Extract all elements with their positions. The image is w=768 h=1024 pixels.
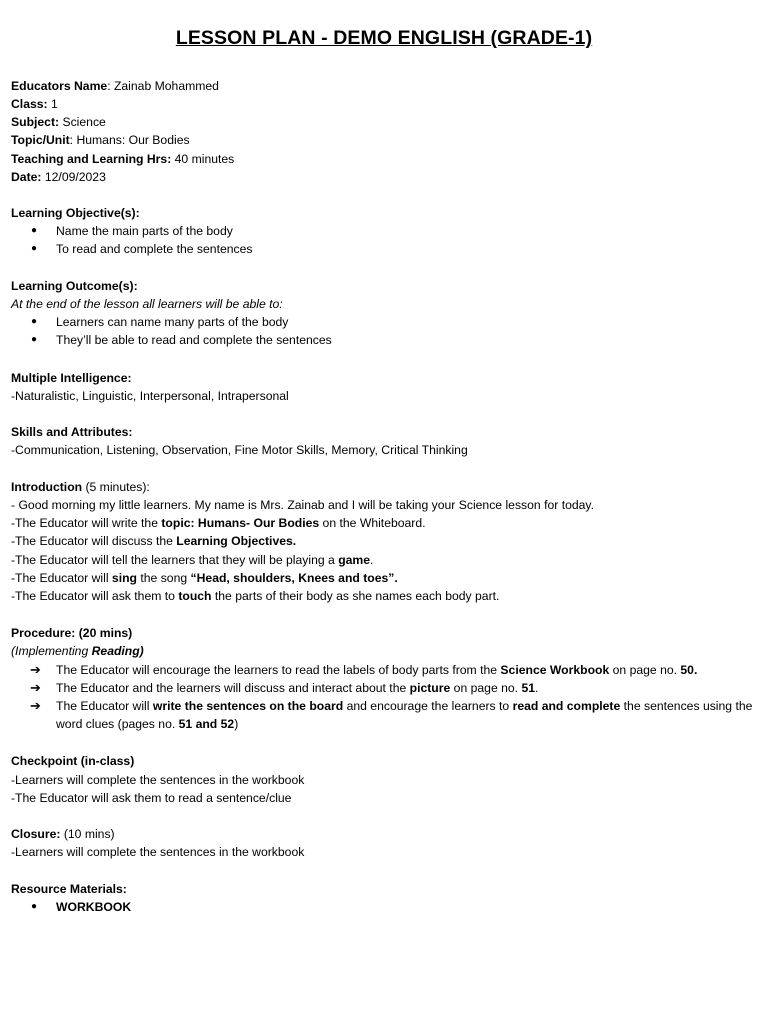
text-run: Learning Objectives. [176,534,297,548]
topic-line [11,131,754,149]
text-run: 51 and 52 [178,717,235,732]
field-value: Science [59,115,106,129]
field-label: Date: [11,170,42,184]
procedure-heading: Procedure: (20 mins) [11,626,133,640]
text-run: . [370,553,374,567]
section-label: Closure: [11,827,61,841]
text-run: The Educator will encourage the learners to read the labels of body parts from the [56,663,501,677]
outcome-item: Learners can name many parts of the body [56,315,289,329]
text-run: on page no. [609,663,681,677]
procedure-item [56,661,754,679]
checkpoint-line: -The Educator will ask them to read a sentence/clue [11,791,292,805]
introduction-heading [11,478,754,496]
objective-item: Name the main parts of the body [56,224,233,238]
field-value: : Zainab Mohammed [107,79,219,93]
text-run: “Head, shoulders, Knees and toes”. [190,571,398,585]
text-run: -The Educator will write the [11,516,162,530]
section-label: Introduction [11,480,83,494]
closure-heading [11,825,754,843]
field-value: 12/09/2023 [41,170,106,184]
text-run: -The Educator will tell the learners that they will be playing a [11,553,339,567]
field-label: Subject: [11,115,60,129]
field-label: Topic/Unit [11,133,70,147]
procedure-item [56,679,754,697]
introduction-line [11,514,754,532]
introduction-line [11,551,754,569]
text-run: . [535,681,539,695]
text-run: the parts of their body as she names each body part. [211,589,500,603]
section-duration: (10 mins) [60,827,115,841]
text-run: The Educator will [56,699,153,713]
text-run: and encourage the learners to [343,699,513,713]
resources-heading: Resource Materials: [11,882,127,896]
subject-line [11,113,754,131]
text-run: picture [409,681,451,695]
bullet-icon: ● [31,901,38,912]
field-label: Class: [11,97,48,111]
bullet-icon: ● [31,316,38,327]
field-value: : Humans: Our Bodies [69,133,190,147]
class-line [11,95,754,113]
text-run: (Implementing [11,644,92,658]
arrow-bullet-icon: ➔ [30,698,41,713]
text-run: on page no. [450,681,522,695]
text-run: the song [136,571,191,585]
text-run: write the sentences on the board [152,699,344,713]
text-run: the sentences using the word clues (pages no. [56,699,753,732]
skills-heading: Skills and Attributes: [11,425,133,439]
closure-line: -Learners will complete the sentences in the workbook [11,845,305,859]
introduction-line [11,569,754,587]
text-run: 51 [521,681,535,695]
field-value: 1 [47,97,58,111]
procedure-subheading [11,642,754,660]
resource-item: WORKBOOK [56,900,132,914]
text-run: ) [234,717,239,732]
outcomes-intro: At the end of the lesson all learners will be able to: [11,297,283,311]
text-run: The Educator and the learners will discuss and interact about the [56,681,410,695]
bullet-icon: ● [31,225,38,236]
skills-text: -Communication, Listening, Observation, Fine Motor Skills, Memory, Critical Thinking [11,443,468,457]
text-run: on the Whiteboard. [319,516,426,530]
intelligence-text: -Naturalistic, Linguistic, Interpersonal, Intrapersonal [11,389,289,403]
arrow-bullet-icon: ➔ [30,680,41,695]
text-run: Science Workbook [500,663,610,677]
text-run: sing [111,571,137,585]
introduction-line [11,532,754,550]
text-run: topic: Humans- Our Bodies [161,516,320,530]
objectives-heading: Learning Objective(s): [11,206,140,220]
bullet-icon: ● [31,243,38,254]
text-run: -The Educator will discuss the [11,534,177,548]
field-label: Educators Name [11,79,108,93]
objective-item: To read and complete the sentences [56,242,253,256]
section-duration: (5 minutes): [82,480,150,494]
field-label: Teaching and Learning Hrs: [11,152,172,166]
checkpoint-line: -Learners will complete the sentences in the workbook [11,773,305,787]
intelligence-heading: Multiple Intelligence: [11,371,132,385]
introduction-line [11,587,754,605]
outcome-item: They’ll be able to read and complete the sentences [56,333,332,347]
text-run: read and complete [512,699,621,713]
procedure-item [56,697,754,733]
introduction-line: - Good morning my little learners. My name is Mrs. Zainab and I will be taking your Science lesson for today. [11,498,594,512]
educator-name-line [11,77,754,95]
date-line [11,168,754,186]
field-value: 40 minutes [171,152,235,166]
text-run: touch [178,589,212,603]
bullet-icon: ● [31,334,38,345]
checkpoint-heading: Checkpoint (in-class) [11,754,135,768]
text-run: -The Educator will [11,571,112,585]
text-run: game [338,553,371,567]
outcomes-heading: Learning Outcome(s): [11,279,138,293]
text-run: -The Educator will ask them to [11,589,179,603]
arrow-bullet-icon: ➔ [30,662,41,677]
hours-line [11,150,754,168]
text-run: Reading) [91,644,144,658]
page-title: LESSON PLAN - DEMO ENGLISH (GRADE-1) [175,27,593,49]
text-run: 50. [680,663,698,677]
